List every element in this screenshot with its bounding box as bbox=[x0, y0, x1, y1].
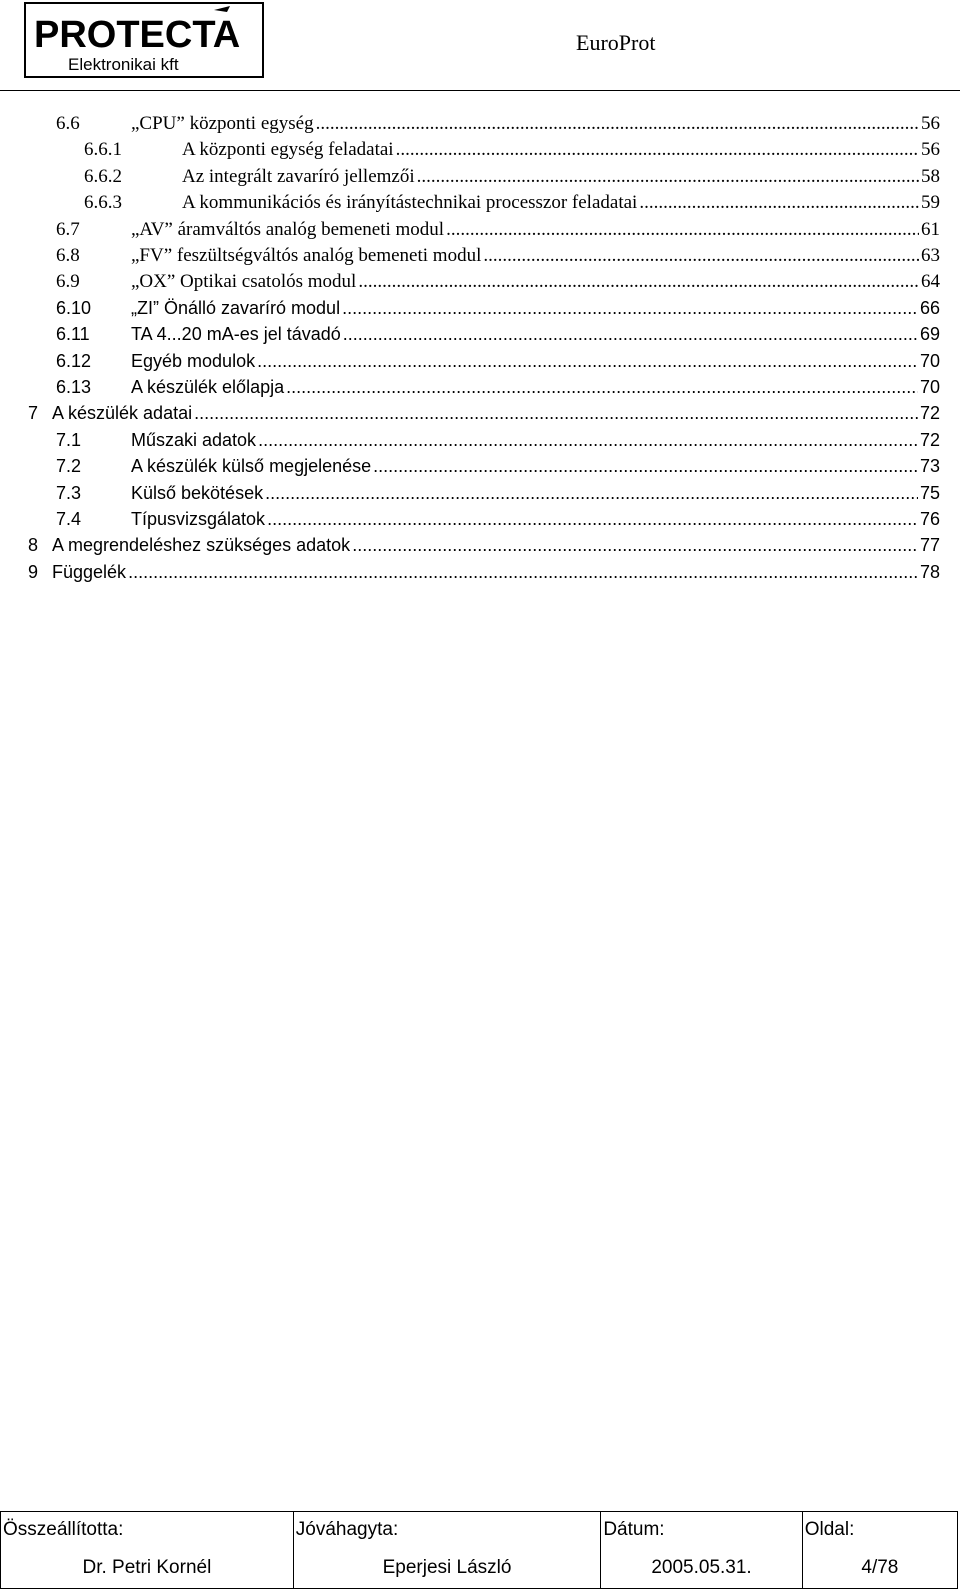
toc-number: 7.4 bbox=[56, 509, 82, 529]
toc-title: Műszaki adatok bbox=[131, 429, 257, 450]
toc-entry[interactable] bbox=[28, 403, 940, 429]
toc-leader bbox=[417, 166, 919, 188]
toc-leader bbox=[639, 192, 919, 214]
compiled-label: Összeállította: bbox=[1, 1512, 294, 1549]
toc-leader bbox=[257, 351, 918, 372]
toc-leader bbox=[265, 483, 918, 504]
compiled-value: Dr. Petri Kornél bbox=[1, 1548, 294, 1589]
toc-page-number: 69 bbox=[919, 324, 940, 345]
toc-leader bbox=[373, 456, 918, 477]
toc-title: „FV” feszültségváltós analóg bemeneti modul bbox=[131, 245, 482, 266]
toc-page-number: 77 bbox=[919, 535, 940, 556]
toc-number: 6.6.2 bbox=[84, 165, 122, 187]
page-header bbox=[0, 0, 960, 91]
toc-entry[interactable] bbox=[56, 509, 940, 535]
toc-title: Külső bekötések bbox=[131, 482, 264, 503]
toc-number: 7 bbox=[28, 403, 39, 424]
toc-page-number: 58 bbox=[921, 165, 940, 187]
toc-number: 6.9 bbox=[56, 271, 80, 293]
toc-leader bbox=[343, 324, 918, 345]
toc-number: 6.12 bbox=[56, 350, 92, 371]
toc-title: „ZI” Önálló zavaríró modul bbox=[131, 297, 341, 318]
toc-page-number: 66 bbox=[919, 297, 940, 318]
logo-bottom-text: Elektronikai kft bbox=[68, 55, 179, 74]
toc-leader bbox=[483, 245, 919, 267]
toc-entry[interactable] bbox=[84, 166, 940, 192]
toc-title: A készülék adatai bbox=[52, 403, 193, 424]
toc-page-number: 78 bbox=[919, 561, 940, 582]
toc-leader bbox=[194, 403, 918, 424]
toc-title: Függelék bbox=[52, 561, 127, 582]
toc-number: 8 bbox=[28, 535, 39, 556]
toc-leader bbox=[286, 377, 918, 398]
toc-entry[interactable] bbox=[56, 245, 940, 271]
toc-page-number: 75 bbox=[919, 482, 940, 503]
protecta-logo bbox=[24, 2, 264, 78]
toc-title: Egyéb modulok bbox=[131, 350, 256, 371]
toc-entry[interactable] bbox=[56, 351, 940, 377]
approved-value: Eperjesi László bbox=[293, 1548, 601, 1589]
toc-title: A készülék előlapja bbox=[131, 377, 285, 397]
toc-page-number: 56 bbox=[921, 139, 940, 161]
toc-entry[interactable] bbox=[84, 139, 940, 165]
toc-leader bbox=[128, 562, 918, 583]
toc-page-number: 70 bbox=[919, 377, 940, 397]
header-title: EuroProt bbox=[576, 30, 656, 55]
toc-leader bbox=[316, 113, 919, 135]
date-label: Dátum: bbox=[601, 1512, 802, 1549]
toc-entry[interactable] bbox=[84, 192, 940, 218]
footer-table bbox=[0, 1511, 958, 1589]
toc-title: A kommunikációs és irányítástechnikai processzor feladatai bbox=[182, 192, 638, 214]
page-label: Oldal: bbox=[802, 1512, 957, 1549]
toc-page-number: 63 bbox=[921, 245, 940, 266]
toc-number: 6.10 bbox=[56, 297, 92, 318]
toc-title: A készülék külső megjelenése bbox=[131, 456, 372, 477]
toc-title: TA 4...20 mA-es jel távadó bbox=[131, 324, 341, 345]
toc-entry[interactable] bbox=[28, 562, 940, 588]
toc-number: 6.6.1 bbox=[84, 139, 122, 161]
toc-entry[interactable] bbox=[56, 324, 940, 350]
toc-number: 6.13 bbox=[56, 377, 92, 397]
toc-number: 6.6 bbox=[56, 113, 80, 134]
toc-leader bbox=[358, 271, 919, 293]
toc-title: Az integrált zavaríró jellemzői bbox=[182, 165, 415, 187]
toc-entry[interactable] bbox=[28, 535, 940, 561]
toc-entry[interactable] bbox=[56, 483, 940, 509]
page-footer bbox=[0, 1511, 960, 1593]
toc-number: 6.6.3 bbox=[84, 192, 122, 214]
toc-entry[interactable] bbox=[56, 430, 940, 456]
toc-entry[interactable] bbox=[56, 456, 940, 482]
toc-leader bbox=[352, 535, 918, 556]
toc-number: 6.7 bbox=[56, 218, 80, 240]
toc-leader bbox=[258, 430, 918, 451]
toc-number: 7.3 bbox=[56, 482, 82, 503]
logo-top-text: PROTECTA bbox=[34, 14, 241, 56]
toc-page-number: 73 bbox=[919, 456, 940, 477]
toc-page-number: 61 bbox=[921, 218, 940, 240]
approved-label: Jóváhagyta: bbox=[293, 1512, 601, 1549]
toc-leader bbox=[342, 298, 918, 319]
page-value: 4/78 bbox=[802, 1548, 957, 1589]
toc-number: 6.8 bbox=[56, 245, 80, 266]
toc-title: Típusvizsgálatok bbox=[131, 509, 266, 529]
toc-number: 7.2 bbox=[56, 456, 82, 477]
toc-entry[interactable] bbox=[56, 298, 940, 324]
toc-title: „OX” Optikai csatolós modul bbox=[131, 271, 357, 293]
toc-page-number: 64 bbox=[921, 271, 940, 293]
toc-number: 6.11 bbox=[56, 324, 90, 345]
toc-page-number: 76 bbox=[919, 509, 940, 529]
toc-number: 7.1 bbox=[56, 429, 82, 450]
toc-page-number: 59 bbox=[921, 192, 940, 214]
date-value: 2005.05.31. bbox=[601, 1548, 802, 1589]
toc-page-number: 72 bbox=[919, 403, 940, 424]
toc-entry[interactable] bbox=[56, 271, 940, 297]
toc-entry[interactable] bbox=[56, 219, 940, 245]
toc-entry[interactable] bbox=[56, 113, 940, 139]
toc-page-number: 72 bbox=[919, 429, 940, 450]
toc-entry[interactable] bbox=[56, 377, 940, 403]
toc-page-number: 70 bbox=[919, 350, 940, 371]
toc-title: A központi egység feladatai bbox=[182, 139, 394, 161]
toc-title: A megrendeléshez szükséges adatok bbox=[52, 535, 351, 556]
toc-page-number: 56 bbox=[921, 113, 940, 134]
toc-title: „CPU” központi egység bbox=[131, 113, 314, 134]
toc-leader bbox=[446, 219, 919, 241]
toc-leader bbox=[396, 139, 919, 161]
toc-number: 9 bbox=[28, 561, 39, 582]
toc-leader bbox=[267, 509, 918, 530]
toc-title: „AV” áramváltós analóg bemeneti modul bbox=[131, 218, 445, 240]
